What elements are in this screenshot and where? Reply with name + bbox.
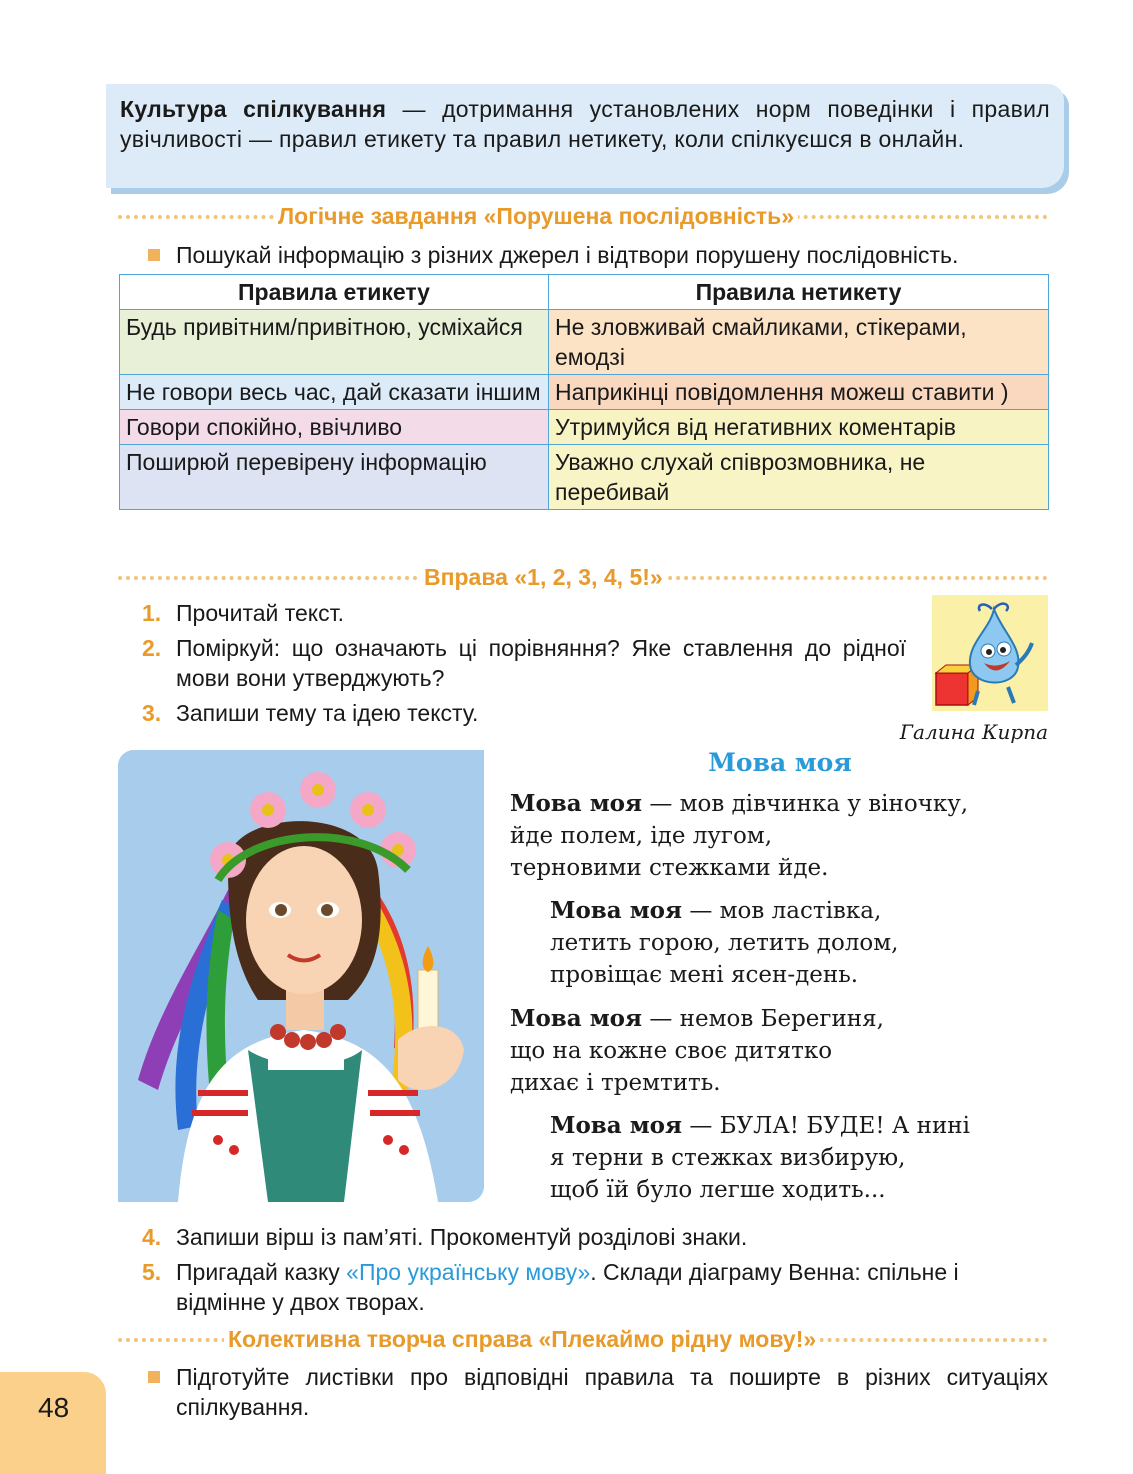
list-item: [142, 698, 906, 728]
list-item: [142, 598, 906, 628]
table-header-row: [120, 275, 1049, 310]
item-number: 3.: [142, 700, 162, 726]
definition-term: Культура спілкування: [120, 96, 387, 122]
etiquette-rule-cell: Будь привітним/привітною, усміхайся: [120, 310, 549, 375]
netiquette-rule-cell: Наприкінці повідомлення можеш ставити ): [549, 375, 1049, 410]
logic-task-title: Логічне завдання «Порушена послідовність»: [274, 202, 798, 230]
collective-instruction: [148, 1362, 1048, 1422]
page-number: 48: [38, 1392, 70, 1423]
ukrainian-girl-icon: [118, 750, 484, 1202]
instruction-text: Підготуйте листівки про відповідні правила та поширте в різних ситуаціях спілкування.: [176, 1364, 1048, 1420]
stanza-lead: Мова моя: [510, 1005, 643, 1032]
stanza-line-text: — мов ластівка,: [682, 898, 882, 924]
item-text: Запиши тему та ідею тексту.: [176, 700, 479, 726]
definition-box: [106, 84, 1064, 188]
definition-text: [120, 94, 1050, 154]
table-row: [120, 445, 1049, 510]
stanza-line-text: — БУЛА! БУДЕ! А нині: [682, 1113, 970, 1139]
instruction-text: Пошукай інформацію з різних джерел і відтвори порушену послідовність.: [176, 242, 959, 268]
netiquette-rule-cell: Утримуйся від негативних коментарів: [549, 410, 1049, 445]
stanza-line: щоб їй було легше ходить...: [550, 1177, 886, 1203]
drop-mascot-icon: [932, 595, 1048, 711]
item-number: 4.: [142, 1224, 162, 1250]
exercise-title: Вправа «1, 2, 3, 4, 5!»: [420, 563, 667, 591]
exercise-list: [142, 598, 906, 733]
tasks-after-list: [142, 1222, 1048, 1322]
netiquette-rule-cell: Уважно слухай співрозмовника, не перебивай: [549, 445, 1049, 510]
list-item: [142, 633, 906, 693]
list-item: [142, 1222, 1048, 1252]
etiquette-rule-cell: Не говори весь час, дай сказати іншим: [120, 375, 549, 410]
etiquette-rule-cell: Поширюй перевірену інформацію: [120, 445, 549, 510]
square-bullet-icon: [148, 249, 160, 261]
square-bullet-icon: [148, 1371, 160, 1383]
stanza-line: [550, 895, 898, 927]
logic-task-header: [118, 202, 1048, 230]
etiquette-rule-cell: Говори спокійно, ввічливо: [120, 410, 549, 445]
stanza-line: летить горою, летить долом,: [550, 930, 899, 956]
girl-illustration: [118, 750, 484, 1202]
stanza-lead: Мова моя: [550, 1112, 683, 1139]
stanza-line: дихає і тремтить.: [510, 1070, 721, 1096]
table-row: [120, 310, 1049, 375]
logic-task-instruction: [148, 240, 1048, 270]
item-number: 5.: [142, 1259, 162, 1285]
item-text: Поміркуй: що означають ці порівняння? Яке ставлення до рідної мови вони утверджують?: [176, 635, 906, 691]
collective-title: Колективна творча справа «Плекаймо рідну мову!»: [224, 1325, 820, 1353]
item-text: Прочитай текст.: [176, 600, 345, 626]
list-item: [142, 1257, 1048, 1317]
stanza-line: [510, 788, 968, 820]
item-text-after: . Склади діаграму Венна: спільне і відмінне у двох творах.: [176, 1259, 959, 1315]
stanza-lead: Мова моя: [550, 897, 683, 924]
netiquette-rule-cell: Не зловживай смайликами, стікерами, емодзі: [549, 310, 1049, 375]
stanza-line: йде полем, іде лугом,: [510, 823, 773, 849]
stanza-lead: Мова моя: [510, 790, 643, 817]
collective-header: [118, 1325, 1048, 1353]
drop-mascot-image: [932, 595, 1048, 711]
stanza-line-text: — немов Берегиня,: [642, 1006, 884, 1032]
poem-stanza-3: [510, 1003, 884, 1099]
item-text: Запиши вірш із пам’яті. Прокоментуй розділові знаки.: [176, 1224, 748, 1250]
item-number: 1.: [142, 600, 162, 626]
header-etiquette: Правила етикету: [120, 275, 549, 310]
item-text-before: Пригадай казку: [176, 1259, 347, 1285]
stanza-line: провіщає мені ясен-день.: [550, 962, 859, 988]
poem-stanza-2: [550, 895, 898, 991]
poem-title: Мова моя: [708, 748, 852, 777]
rules-table: [119, 274, 1049, 510]
poem-stanza-4: [550, 1110, 970, 1206]
poem-author: Галина Кирпа: [899, 720, 1048, 744]
stanza-line: що на кожне своє дитятко: [510, 1038, 833, 1064]
exercise-header: [118, 563, 1048, 591]
poem-stanza-1: [510, 788, 968, 884]
table-row: [120, 375, 1049, 410]
stanza-line: [510, 1003, 884, 1035]
header-netiquette: Правила нетикету: [549, 275, 1049, 310]
stanza-line: терновими стежками йде.: [510, 855, 829, 881]
table-row: [120, 410, 1049, 445]
stanza-line: я терни в стежках визбирую,: [550, 1145, 906, 1171]
stanza-line-text: — мов дівчинка у віночку,: [642, 791, 969, 817]
definition-body: — дотримання установлених норм поведінки і правил увічливості — правил етикету та правил нетикету, коли спілкуєшся в онлайн.: [120, 96, 1050, 152]
fairy-tale-link[interactable]: «Про українську мову»: [346, 1259, 591, 1285]
stanza-line: [550, 1110, 970, 1142]
item-number: 2.: [142, 635, 162, 661]
